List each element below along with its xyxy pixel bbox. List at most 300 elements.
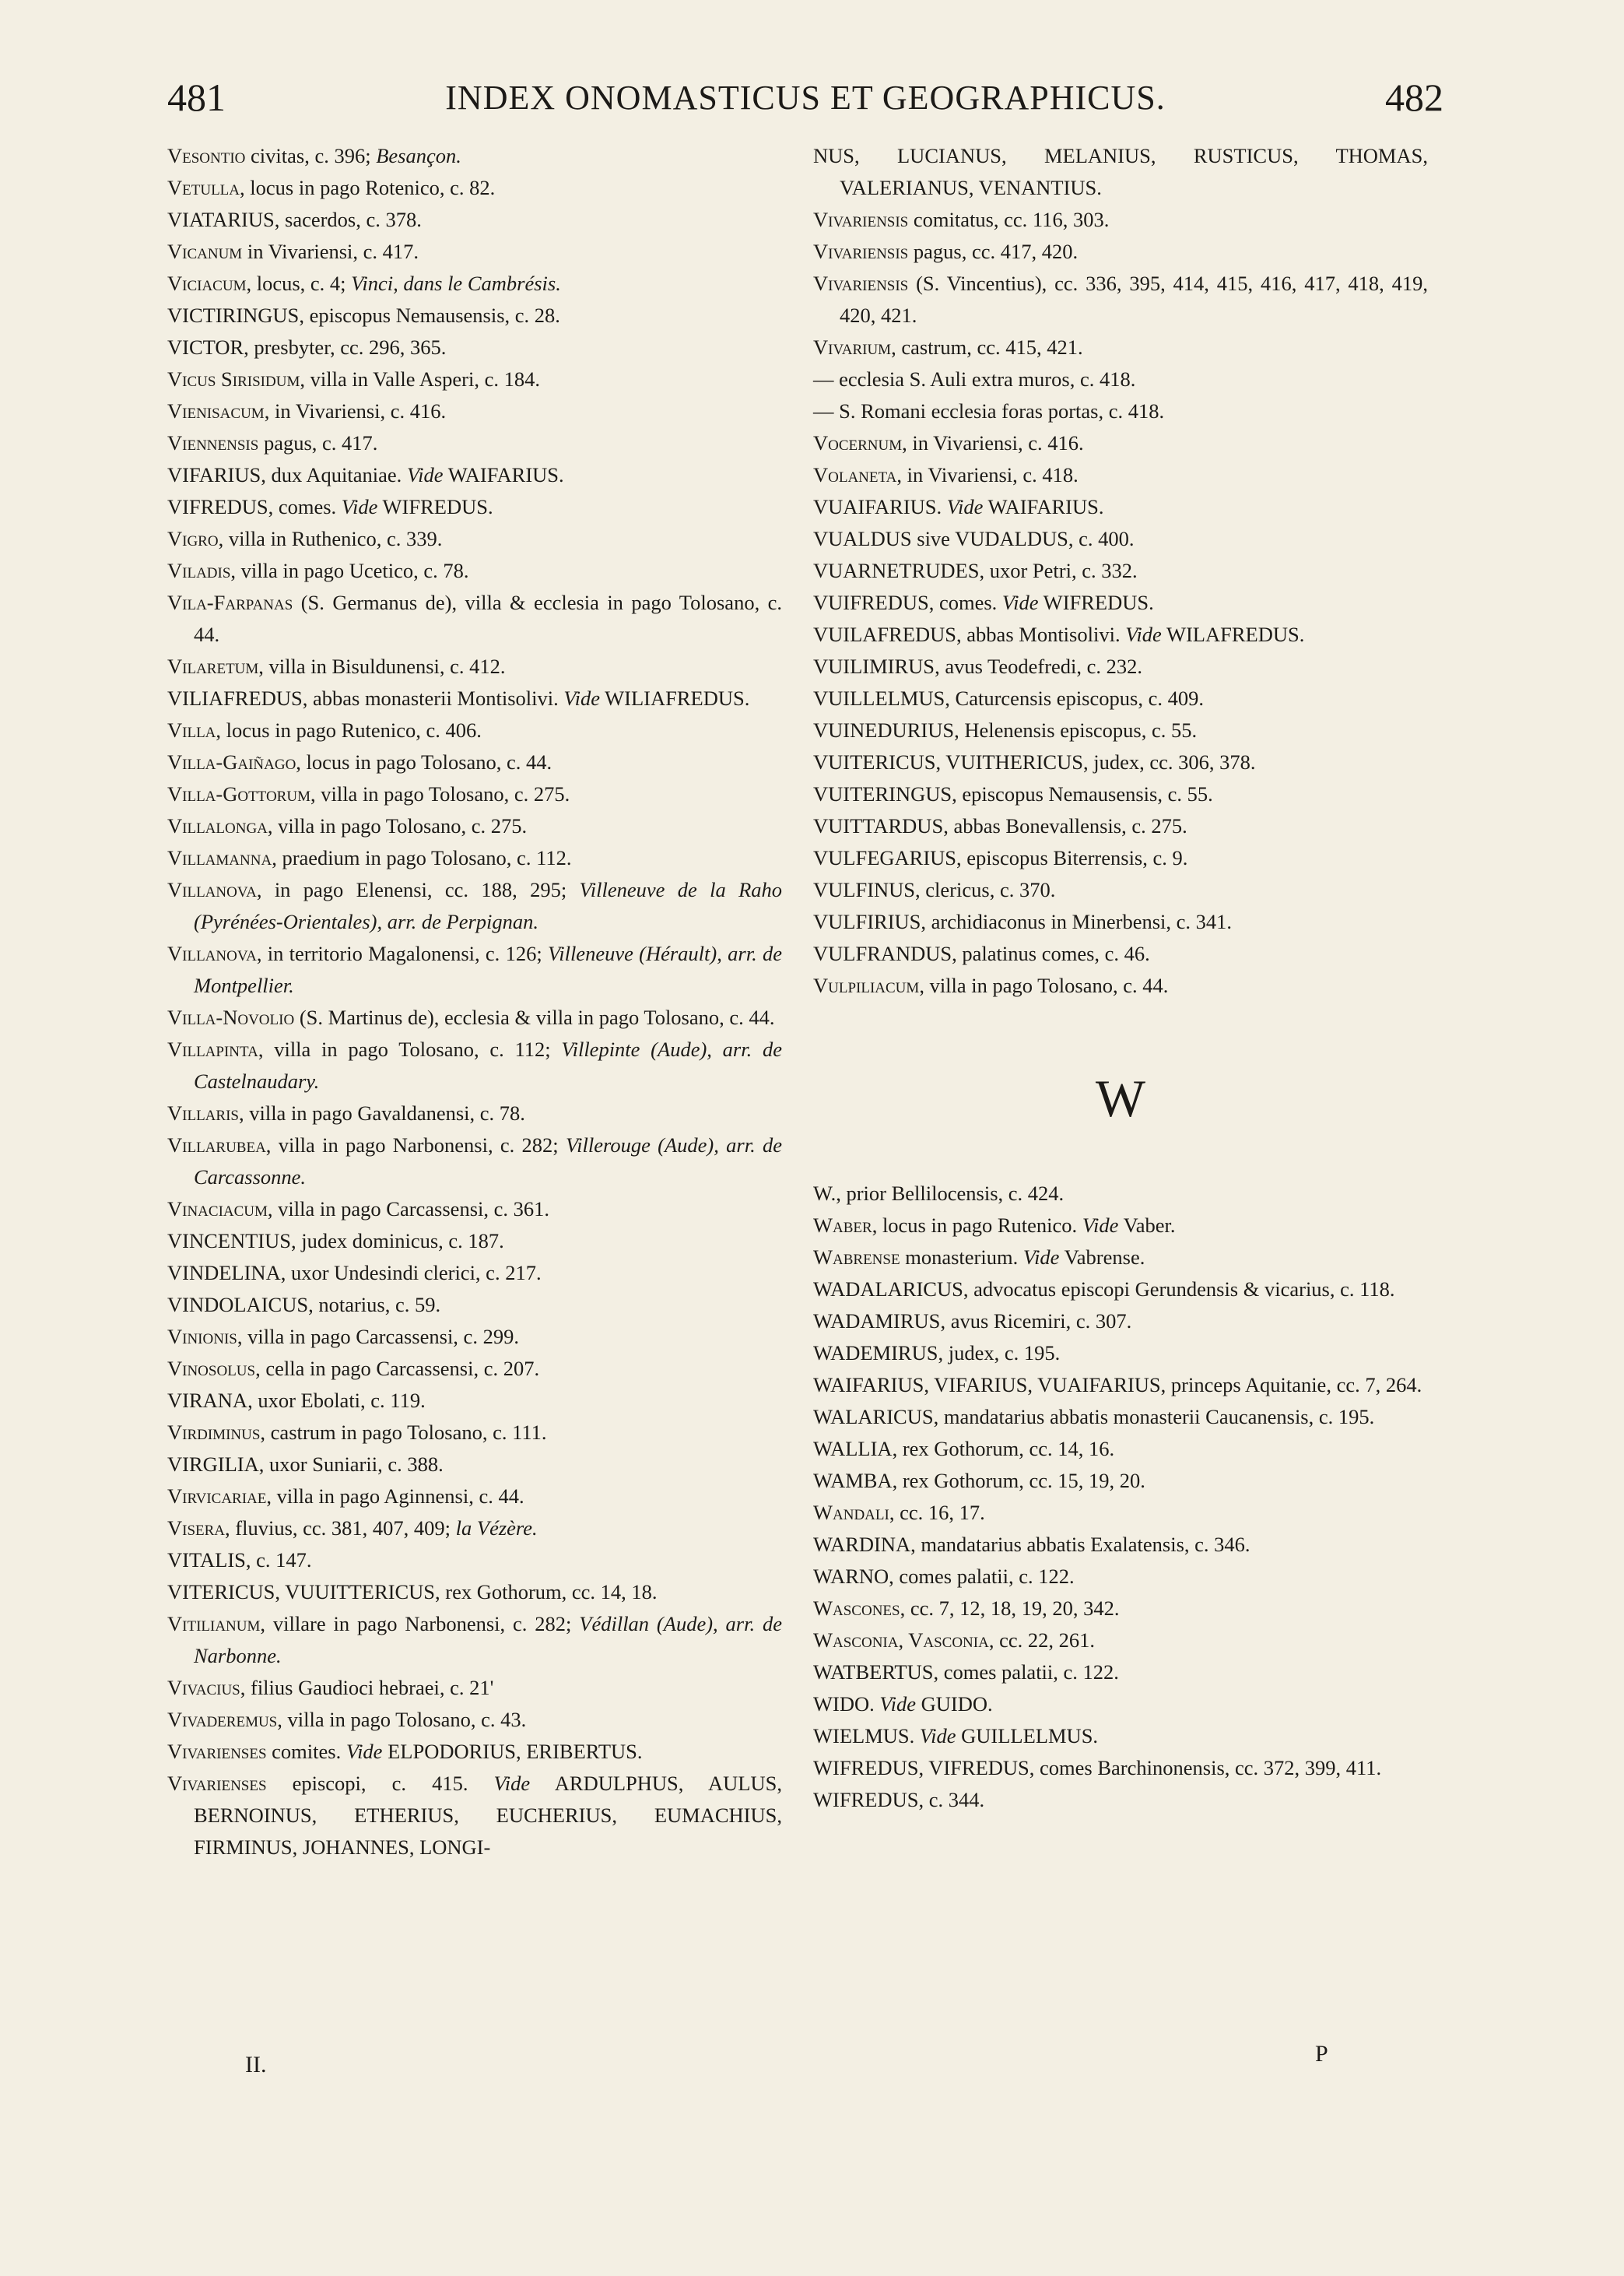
index-entry [813,874,1428,906]
entry-text: , in Vivariensi, c. 416. [902,431,1084,455]
entry-text: , villa in pago Ucetico, c. 78. [230,559,469,582]
entry-headword: Vitilianum [167,1612,261,1635]
index-entry [813,1433,1428,1465]
entry-headword: Vivaderemus [167,1708,278,1731]
index-entry [813,1624,1428,1656]
index-entry [167,268,782,300]
index-entry [167,1257,782,1289]
entry-cross-reference: WAIFARIUS. [443,463,564,486]
entry-headword: VIFARIUS [167,463,261,486]
entry-text: — ecclesia S. Auli extra muros, c. 418. [813,367,1136,391]
index-entry [167,523,782,555]
entry-text: , villa in Bisuldunensi, c. 412. [258,655,506,678]
index-entry [813,1273,1428,1305]
index-entry [813,715,1428,746]
index-entry [813,1497,1428,1529]
index-entry [167,938,782,1002]
index-entry [167,587,782,651]
index-entry [813,746,1428,778]
entry-text: civitas, c. 396; [245,144,377,167]
entry-text: , avus Teodefredi, c. 232. [935,655,1143,678]
index-entry [167,427,782,459]
entry-headword: Vinaciacum [167,1197,268,1221]
index-entry [813,204,1428,236]
entry-cross-reference: Vabrense. [1059,1245,1145,1269]
index-entry [813,1720,1428,1752]
entry-italic: Vide [493,1772,531,1795]
index-entry [167,1736,782,1768]
entry-text: , Helenensis episcopus, c. 55. [954,718,1198,742]
entry-headword: Vulpiliacum [813,974,920,997]
entry-headword: Vivariensis [813,272,909,295]
index-entry [813,427,1428,459]
entry-text: in Vivariensi, c. 417. [242,240,419,263]
entry-text: episcopi, c. 415. [266,1772,494,1795]
entry-headword: VUIFREDUS [813,591,929,614]
entry-headword: WAMBA [813,1469,893,1492]
entry-text: , cc. 7, 12, 18, 19, 20, 342. [900,1596,1120,1620]
entry-text: , palatinus comes, c. 46. [952,942,1150,965]
index-entry [813,842,1428,874]
index-entry [813,1688,1428,1720]
index-entry [813,810,1428,842]
entry-headword: VIATARIUS [167,208,275,231]
entry-italic: Villepinte (Aude), arr. de Castelnaudary. [194,1038,782,1093]
index-entry [813,1178,1428,1210]
entry-headword: VUITERICUS [813,750,936,774]
entry-headword: Wandali [813,1501,889,1524]
index-entry [167,204,782,236]
entry-text: , in territorio Magalonensi, c. 126; [256,942,548,965]
index-entry [167,555,782,587]
entry-headword: Volaneta [813,463,897,486]
entry-headword: Vivariensis [813,208,909,231]
entry-text: , sacerdos, c. 378. [274,208,422,231]
entry-text: , praedium in pago Tolosano, c. 112. [272,846,572,869]
entry-headword: VITALIS [167,1548,246,1572]
entry-text: , villa in pago Narbonensi, c. 282; [265,1133,566,1157]
entry-text: , episcopus Biterrensis, c. 9. [956,846,1188,869]
entry-headword: Vienisacum [167,399,265,423]
entry-text: , archidiaconus in Minerbensi, c. 341. [921,910,1233,933]
entry-text: , villa in pago Tolosano, c. 275. [267,814,528,838]
entry-text: , VUITHERICUS, judex, cc. 306, 378. [935,750,1256,774]
entry-text: , advocatus episcopi Gerundensis & vicarius, c. 118. [963,1277,1395,1301]
entry-text: , locus in pago Rutenico, c. 406. [216,718,482,742]
entry-text: , VIFARIUS, VUAIFARIUS, princeps Aquitanie, cc. 7, 264. [924,1373,1422,1396]
entry-text: . [909,1724,920,1747]
entry-text: , abbas Bonevallensis, c. 275. [943,814,1187,838]
right-page-number: 482 [1385,76,1443,119]
index-entry [167,332,782,364]
entry-headword: Villa [167,718,216,742]
entry-headword: WIFREDUS [813,1788,919,1811]
entry-text: , villa in pago Tolosano, c. 275. [310,782,570,806]
index-entry [167,746,782,778]
entry-text: , villa in pago Carcassensi, c. 361. [267,1197,550,1221]
index-entry [813,906,1428,938]
entry-text: , judex, c. 195. [938,1341,1061,1365]
entry-headword: Vivarienses [167,1740,267,1763]
entry-headword: Visera [167,1516,226,1540]
entry-headword: VUILIMIRUS [813,655,935,678]
entry-italic: la Vézère. [455,1516,538,1540]
entry-headword: Villarubea [167,1133,266,1157]
entry-headword: VITERICUS [167,1580,275,1603]
index-entry [813,459,1428,491]
entry-italic: Vide [1082,1214,1119,1237]
index-entry [167,1417,782,1449]
entry-cross-reference: WIFREDUS. [1038,591,1154,614]
entry-cross-reference: WILAFREDUS. [1161,623,1305,646]
index-entry [167,1034,782,1098]
entry-headword: WIELMUS [813,1724,910,1747]
entry-italic: Besançon. [376,144,461,167]
entry-italic: Vide [341,495,378,518]
index-entry [167,1353,782,1385]
entry-headword: WALARICUS [813,1405,934,1428]
index-entry [167,1512,782,1544]
entry-text: , episcopus Nemausensis, c. 55. [952,782,1213,806]
index-entry [167,1289,782,1321]
index-entry [167,1480,782,1512]
index-entry [813,1561,1428,1593]
index-entry [167,1193,782,1225]
index-entry [167,842,782,874]
entry-text: , cc. 22, 261. [988,1628,1095,1652]
entry-headword: Vilaretum [167,655,259,678]
entry-headword: Wasconia, Vasconia [813,1628,989,1652]
entry-cross-reference: GUIDO. [915,1692,993,1716]
page-header [167,75,1443,129]
entry-headword: Villanova [167,942,257,965]
index-entry [813,1369,1428,1401]
index-entry [167,1768,782,1863]
index-entry [167,715,782,746]
entry-headword: WADALARICUS [813,1277,963,1301]
index-entry [813,587,1428,619]
entry-text: , locus, c. 4; [246,272,352,295]
signature-mark: II. [245,2052,267,2078]
entry-text: , abbas monasterii Montisolivi. [302,687,564,710]
entry-text: , c. 344. [918,1788,985,1811]
page-title: INDEX ONOMASTICUS ET GEOGRAPHICUS. [445,79,1166,117]
entry-headword: WADEMIRUS [813,1341,938,1365]
entry-headword: Villa-Gottorum [167,782,310,806]
entry-text: , villa in pago Tolosano, c. 44. [919,974,1169,997]
entry-text: , villa in Ruthenico, c. 339. [218,527,443,550]
index-entry [167,1002,782,1034]
entry-headword: Villaris [167,1101,239,1125]
entry-text: , VIFREDUS, comes Barchinonensis, cc. 372, 399, 411. [918,1756,1382,1779]
entry-text: , in pago Elenensi, cc. 188, 295; [256,878,580,901]
index-entry [813,1656,1428,1688]
index-entry [813,236,1428,268]
index-entry [167,778,782,810]
entry-headword: VICTIRINGUS [167,304,300,327]
entry-text: , filius Gaudioci hebraei, c. 21' [240,1676,494,1699]
entry-text: , villa in pago Tolosano, c. 112; [258,1038,562,1061]
index-entry [167,683,782,715]
entry-text: , locus in pago Tolosano, c. 44. [296,750,552,774]
entry-headword: Vinosolus [167,1357,256,1380]
entry-headword: Vicanum [167,240,243,263]
index-entry [813,555,1428,587]
entry-headword: Villapinta [167,1038,258,1061]
entry-headword: VUINEDURIUS [813,718,955,742]
entry-text: , locus in pago Rotenico, c. 82. [240,176,496,199]
entry-cross-reference: WILIAFREDUS. [599,687,750,710]
entry-headword: Vetulla [167,176,240,199]
entry-text: (S. Germanus de), villa & ecclesia in pago Tolosano, c. 44. [194,591,782,646]
entry-italic: Vide [1022,1245,1060,1269]
entry-headword: VICTOR [167,335,244,359]
entry-text: , villa in pago Carcassensi, c. 299. [237,1325,519,1348]
entry-headword: WIFREDUS [813,1756,919,1779]
entry-text: , fluvius, cc. 381, 407, 409; [225,1516,456,1540]
section-letter-heading: W [1095,1069,1146,1128]
entry-headword: WATBERTUS [813,1660,934,1684]
entry-text: , abbas Montisolivi. [956,623,1126,646]
entry-headword: VILIAFREDUS [167,687,303,710]
entry-text: , VUUITTERICUS, rex Gothorum, cc. 14, 18. [275,1580,658,1603]
index-entry [167,1098,782,1129]
index-entry [813,778,1428,810]
entry-headword: Viladis [167,559,231,582]
entry-text: (S. Martinus de), ecclesia & villa in pago Tolosano, c. 44. [294,1006,775,1029]
entry-headword: WALLIA [813,1437,893,1460]
index-entry [813,1529,1428,1561]
entry-headword: Vivarium [813,335,892,359]
entry-text: , uxor Undesindi clerici, c. 217. [280,1261,542,1284]
entry-headword: VULFEGARIUS [813,846,957,869]
entry-headword: VUILAFREDUS [813,623,957,646]
index-entry [167,1608,782,1672]
entry-text: pagus, c. 417. [258,431,378,455]
entry-text: , cc. 16, 17. [889,1501,985,1524]
entry-text: , comes palatii, c. 122. [933,1660,1119,1684]
right-column-w-entries [813,1178,1428,1816]
entry-headword: Villanova [167,878,257,901]
entry-headword: Vivariensis [813,240,909,263]
entry-headword: VINDOLAICUS [167,1293,309,1316]
entry-text: , comes. [928,591,1002,614]
left-column [167,140,782,1863]
index-entry [813,1752,1428,1784]
left-page-number: 481 [167,76,226,119]
entry-italic: Védillan (Aude), arr. de Narbonne. [194,1612,782,1667]
entry-text: , castrum in pago Tolosano, c. 111. [260,1421,547,1444]
index-entry [813,970,1428,1002]
entry-headword: VINCENTIUS [167,1229,291,1252]
entry-headword: Villamanna [167,846,272,869]
index-entry [813,491,1428,523]
entry-headword: Virvicariae [167,1484,267,1508]
entry-cross-reference: ELPODORIUS, ERIBERTUS. [382,1740,643,1763]
entry-text: , villa in Valle Asperi, c. 184. [300,367,540,391]
entry-cross-reference: GUILLELMUS. [956,1724,1099,1747]
entry-text: , uxor Petri, c. 332. [979,559,1138,582]
entry-italic: Villeneuve (Hérault), arr. de Montpellier. [194,942,782,997]
entry-text: (S. Vincentius), cc. 336, 395, 414, 415, 416, 417, 418, 419, 420, 421. [840,272,1428,327]
entry-italic: Vide [919,1724,956,1747]
entry-headword: VINDELINA [167,1261,281,1284]
entry-text: , castrum, cc. 415, 421. [891,335,1083,359]
index-entry [167,172,782,204]
index-entry [813,395,1428,427]
entry-text: , Caturcensis episcopus, c. 409. [945,687,1204,710]
index-entry [813,1401,1428,1433]
entry-text: . [869,1692,880,1716]
entry-headword: VULFRANDUS [813,942,952,965]
entry-text: pagus, cc. 417, 420. [908,240,1079,263]
entry-headword: VUAIFARIUS [813,495,937,518]
catchword: P [1315,2041,1328,2067]
entry-headword: VUILLELMUS [813,687,945,710]
index-entry [813,140,1428,204]
index-entry [813,1784,1428,1816]
entry-headword: Vigro [167,527,219,550]
entry-text: sive VUDALDUS, c. 400. [911,527,1135,550]
entry-text: NUS, LUCIANUS, MELANIUS, RUSTICUS, THOMAS, VALERIANUS, VENANTIUS. [813,144,1428,199]
entry-text: , dux Aquitaniae. [261,463,407,486]
entry-headword: Waber [813,1214,872,1237]
entry-headword: Viciacum [167,272,247,295]
index-entry [813,1242,1428,1273]
entry-text: , in Vivariensi, c. 418. [896,463,1079,486]
right-column-v-entries [813,140,1428,1002]
entry-text: , mandatarius abbatis monasterii Caucanensis, c. 195. [933,1405,1375,1428]
entry-headword: WAIFARIUS [813,1373,924,1396]
index-entry [167,651,782,683]
index-entry [813,268,1428,332]
index-entry [813,619,1428,651]
entry-text: , prior Bellilocensis, c. 424. [836,1182,1065,1205]
index-entry [167,491,782,523]
entry-headword: VIRGILIA [167,1452,259,1476]
entry-text: , rex Gothorum, cc. 15, 19, 20. [892,1469,1145,1492]
entry-text: , cella in pago Carcassensi, c. 207. [255,1357,540,1380]
entry-italic: Vide [946,495,984,518]
entry-text: , villa in pago Gavaldanensi, c. 78. [238,1101,525,1125]
index-entry [813,651,1428,683]
entry-headword: Vocernum [813,431,903,455]
entry-text: , comes. [268,495,342,518]
entry-headword: VIFREDUS [167,495,268,518]
entry-text: , mandatarius abbatis Exalatensis, c. 346. [910,1533,1250,1556]
entry-text: — S. Romani ecclesia foras portas, c. 418. [813,399,1165,423]
index-entry [167,395,782,427]
index-entry [167,1544,782,1576]
index-entry [167,874,782,938]
entry-italic: Vide [406,463,444,486]
entry-headword: Villalonga [167,814,268,838]
index-entry [167,1449,782,1480]
entry-headword: Viennensis [167,431,259,455]
entry-text: , avus Ricemiri, c. 307. [940,1309,1132,1333]
entry-italic: Vide [345,1740,383,1763]
entry-headword: WADAMIRUS [813,1309,941,1333]
index-entry [813,1305,1428,1337]
entry-text: , uxor Suniarii, c. 388. [258,1452,444,1476]
index-entry [813,1593,1428,1624]
index-entry [813,332,1428,364]
entry-headword: Vinionis [167,1325,237,1348]
entry-headword: WARDINA [813,1533,911,1556]
index-entry [167,1129,782,1193]
entry-text: , episcopus Nemausensis, c. 28. [299,304,560,327]
entry-italic: Vide [1001,591,1039,614]
index-entry [167,459,782,491]
index-entry [167,1672,782,1704]
entry-italic: Vide [563,687,600,710]
index-entry [167,1321,782,1353]
entry-italic: Villeneuve de la Raho (Pyrénées-Orientales), arr. de Perpignan. [194,878,783,933]
entry-italic: Vinci, dans le Cambrésis. [351,272,561,295]
index-entry [813,523,1428,555]
entry-headword: W. [813,1182,837,1205]
index-entry [167,236,782,268]
entry-headword: VULFIRIUS [813,910,921,933]
index-entry [813,1210,1428,1242]
entry-headword: VUALDUS [813,527,912,550]
index-entry [167,300,782,332]
entry-italic: Villerouge (Aude), arr. de Carcassonne. [194,1133,783,1189]
right-column [813,140,1428,1816]
entry-italic: Vide [1125,623,1162,646]
entry-headword: VUARNETRUDES [813,559,980,582]
entry-cross-reference: WAIFARIUS. [983,495,1104,518]
entry-text: , in Vivariensi, c. 416. [264,399,447,423]
entry-text: , comes palatii, c. 122. [889,1565,1075,1588]
entry-text: , clericus, c. 370. [915,878,1056,901]
index-entry [813,364,1428,395]
entry-headword: WIDO [813,1692,870,1716]
index-entry [813,1465,1428,1497]
entry-text: , uxor Ebolati, c. 119. [247,1389,426,1412]
index-entry [167,1225,782,1257]
entry-headword: Vivacius [167,1676,240,1699]
entry-text: comitatus, cc. 116, 303. [908,208,1110,231]
entry-headword: Virdiminus [167,1421,261,1444]
entry-headword: VUITTARDUS [813,814,944,838]
entry-cross-reference: ARDULPHUS, AULUS, BERNOINUS, ETHERIUS, EUCHERIUS, EUMACHIUS, FIRMINUS, JOHANNES, LONGI- [194,1772,782,1859]
entry-text: , judex dominicus, c. 187. [291,1229,504,1252]
entry-text: , villa in pago Aginnensi, c. 44. [266,1484,524,1508]
entry-text: monasterium. [900,1245,1023,1269]
entry-text: , villare in pago Narbonensi, c. 282; [260,1612,580,1635]
entry-headword: VIRANA [167,1389,248,1412]
entry-italic: Vide [879,1692,916,1716]
entry-text: comites. [266,1740,346,1763]
entry-text: , notarius, c. 59. [308,1293,441,1316]
entry-headword: Wascones [813,1596,900,1620]
entry-cross-reference: WIFREDUS. [377,495,493,518]
index-entry [813,938,1428,970]
entry-headword: WARNO [813,1565,889,1588]
entry-headword: Vivarienses [167,1772,267,1795]
entry-text: . [936,495,947,518]
index-entry [167,1576,782,1608]
index-entry [813,683,1428,715]
entry-text: , rex Gothorum, cc. 14, 16. [892,1437,1115,1460]
entry-headword: Wabrense [813,1245,900,1269]
index-entry [167,1704,782,1736]
entry-text: , villa in pago Tolosano, c. 43. [277,1708,527,1731]
entry-text: , presbyter, cc. 296, 365. [244,335,447,359]
entry-headword: Vicus Sirisidum [167,367,300,391]
entry-headword: VUITERINGUS [813,782,952,806]
